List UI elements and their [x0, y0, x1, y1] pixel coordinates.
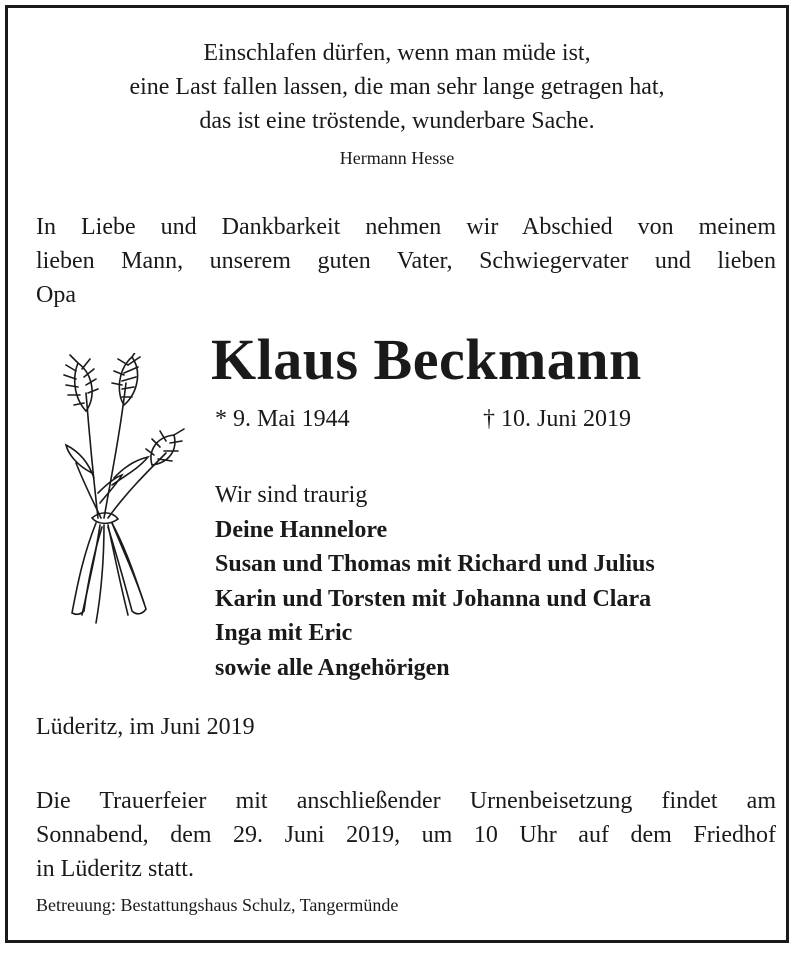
obituary-frame: [5, 5, 789, 943]
intro-text: [36, 210, 776, 312]
intro-line: lieben Mann, unserem guten Vater, Schwiegervater und lieben: [36, 248, 776, 274]
mourners-lead: Wir sind traurig: [215, 482, 368, 508]
quote-line: das ist eine tröstende, wunderbare Sache.: [199, 108, 595, 134]
mourner-name: Inga mit Eric: [215, 620, 353, 646]
quote-author: Hermann Hesse: [339, 148, 455, 168]
mourner-name: sowie alle Angehörigen: [215, 654, 450, 681]
mourner-name: Deine Hannelore: [215, 516, 388, 543]
ceremony-line: Sonnabend, dem 29. Juni 2019, um 10 Uhr auf dem Friedhof: [36, 822, 776, 848]
mourners-list: [215, 478, 655, 685]
quote-text: [8, 36, 786, 138]
ceremony-text: [36, 784, 776, 886]
ceremony-line: Die Trauerfeier mit anschließender Urnenbeisetzung findet am: [36, 788, 776, 814]
quote-line: Einschlafen dürfen, wenn man müde ist,: [203, 40, 591, 66]
death-date: † 10. Juni 2019: [483, 406, 632, 432]
ceremony-line: in Lüderitz statt.: [36, 856, 194, 882]
intro-line: Opa: [36, 282, 76, 308]
birth-date: * 9. Mai 1944: [215, 406, 350, 432]
funeral-home-credit: Betreuung: Bestattungshaus Schulz, Tangermünde: [36, 895, 399, 915]
wheat-bundle-icon: [56, 353, 196, 633]
deceased-name: Klaus Beckmann: [211, 327, 642, 392]
mourner-name: Susan und Thomas mit Richard und Julius: [215, 551, 655, 577]
intro-line: In Liebe und Dankbarkeit nehmen wir Abschied von meinem: [36, 214, 776, 240]
mourner-name: Karin und Torsten mit Johanna und Clara: [215, 585, 652, 612]
quote-line: eine Last fallen lassen, die man sehr lange getragen hat,: [129, 74, 665, 100]
place-date: Lüderitz, im Juni 2019: [36, 714, 255, 740]
